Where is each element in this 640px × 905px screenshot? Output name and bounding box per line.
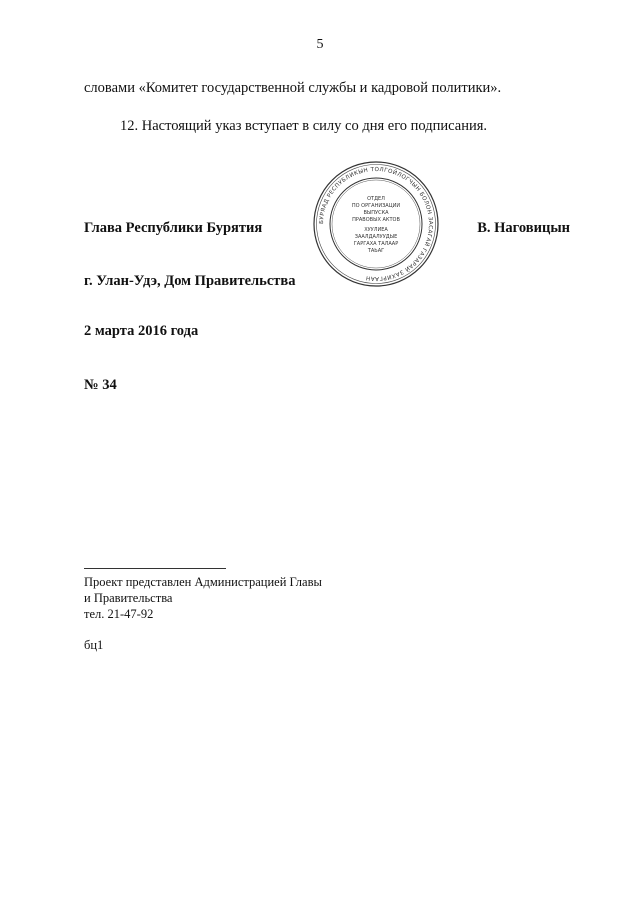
footnote (84, 574, 484, 622)
seal-center-line: ТАЬАГ (367, 248, 385, 254)
seal-center-line: ОТДЕЛ (367, 196, 385, 202)
seal-outer-text: БУРЯАД РЕСПУБЛИКЫН ТОЛГОЙЛОГЧЫН БОЛОН ЗАСАГАЙ ГАЗАРАЙ ЗАХИРГААН (318, 166, 434, 282)
paragraph-12: 12. Настоящий указ вступает в силу со дня его подписания. (120, 118, 488, 134)
official-seal (312, 160, 440, 288)
seal-center-line: ГАРГАХА ТАЛААР (353, 241, 399, 247)
footnote-line: Проект представлен Администрацией Главы (84, 575, 322, 589)
signatory-title: Глава Республики Бурятия (84, 220, 263, 236)
paragraph-continuation: словами «Комитет государственной службы и кадровой политики». (84, 80, 502, 96)
seal-center-line: ПО ОРГАНИЗАЦИИ (351, 203, 401, 209)
decree-number: № 34 (84, 377, 117, 393)
signatory-name: В. Наговицын (477, 220, 570, 236)
seal-center-line: ВЫПУСКА (363, 210, 389, 216)
seal-center-line: ЗААЛДАЛУУДЫЕ (354, 234, 398, 240)
footnote-line: тел. 21-47-92 (84, 607, 154, 621)
svg-text:БУРЯАД РЕСПУБЛИКЫН ТОЛГОЙЛОГЧЫ (319, 167, 433, 281)
seal-center-line: ХУУЛИЕА (364, 227, 388, 233)
page-number: 5 (316, 37, 324, 52)
seal-center-line: ПРАВОВЫХ АКТОВ (352, 217, 400, 223)
document-code: бц1 (84, 638, 104, 652)
footnote-line: и Правительства (84, 591, 173, 605)
signing-date: 2 марта 2016 года (84, 323, 199, 339)
footnote-divider (84, 568, 226, 569)
signing-place: г. Улан-Удэ, Дом Правительства (84, 273, 296, 289)
